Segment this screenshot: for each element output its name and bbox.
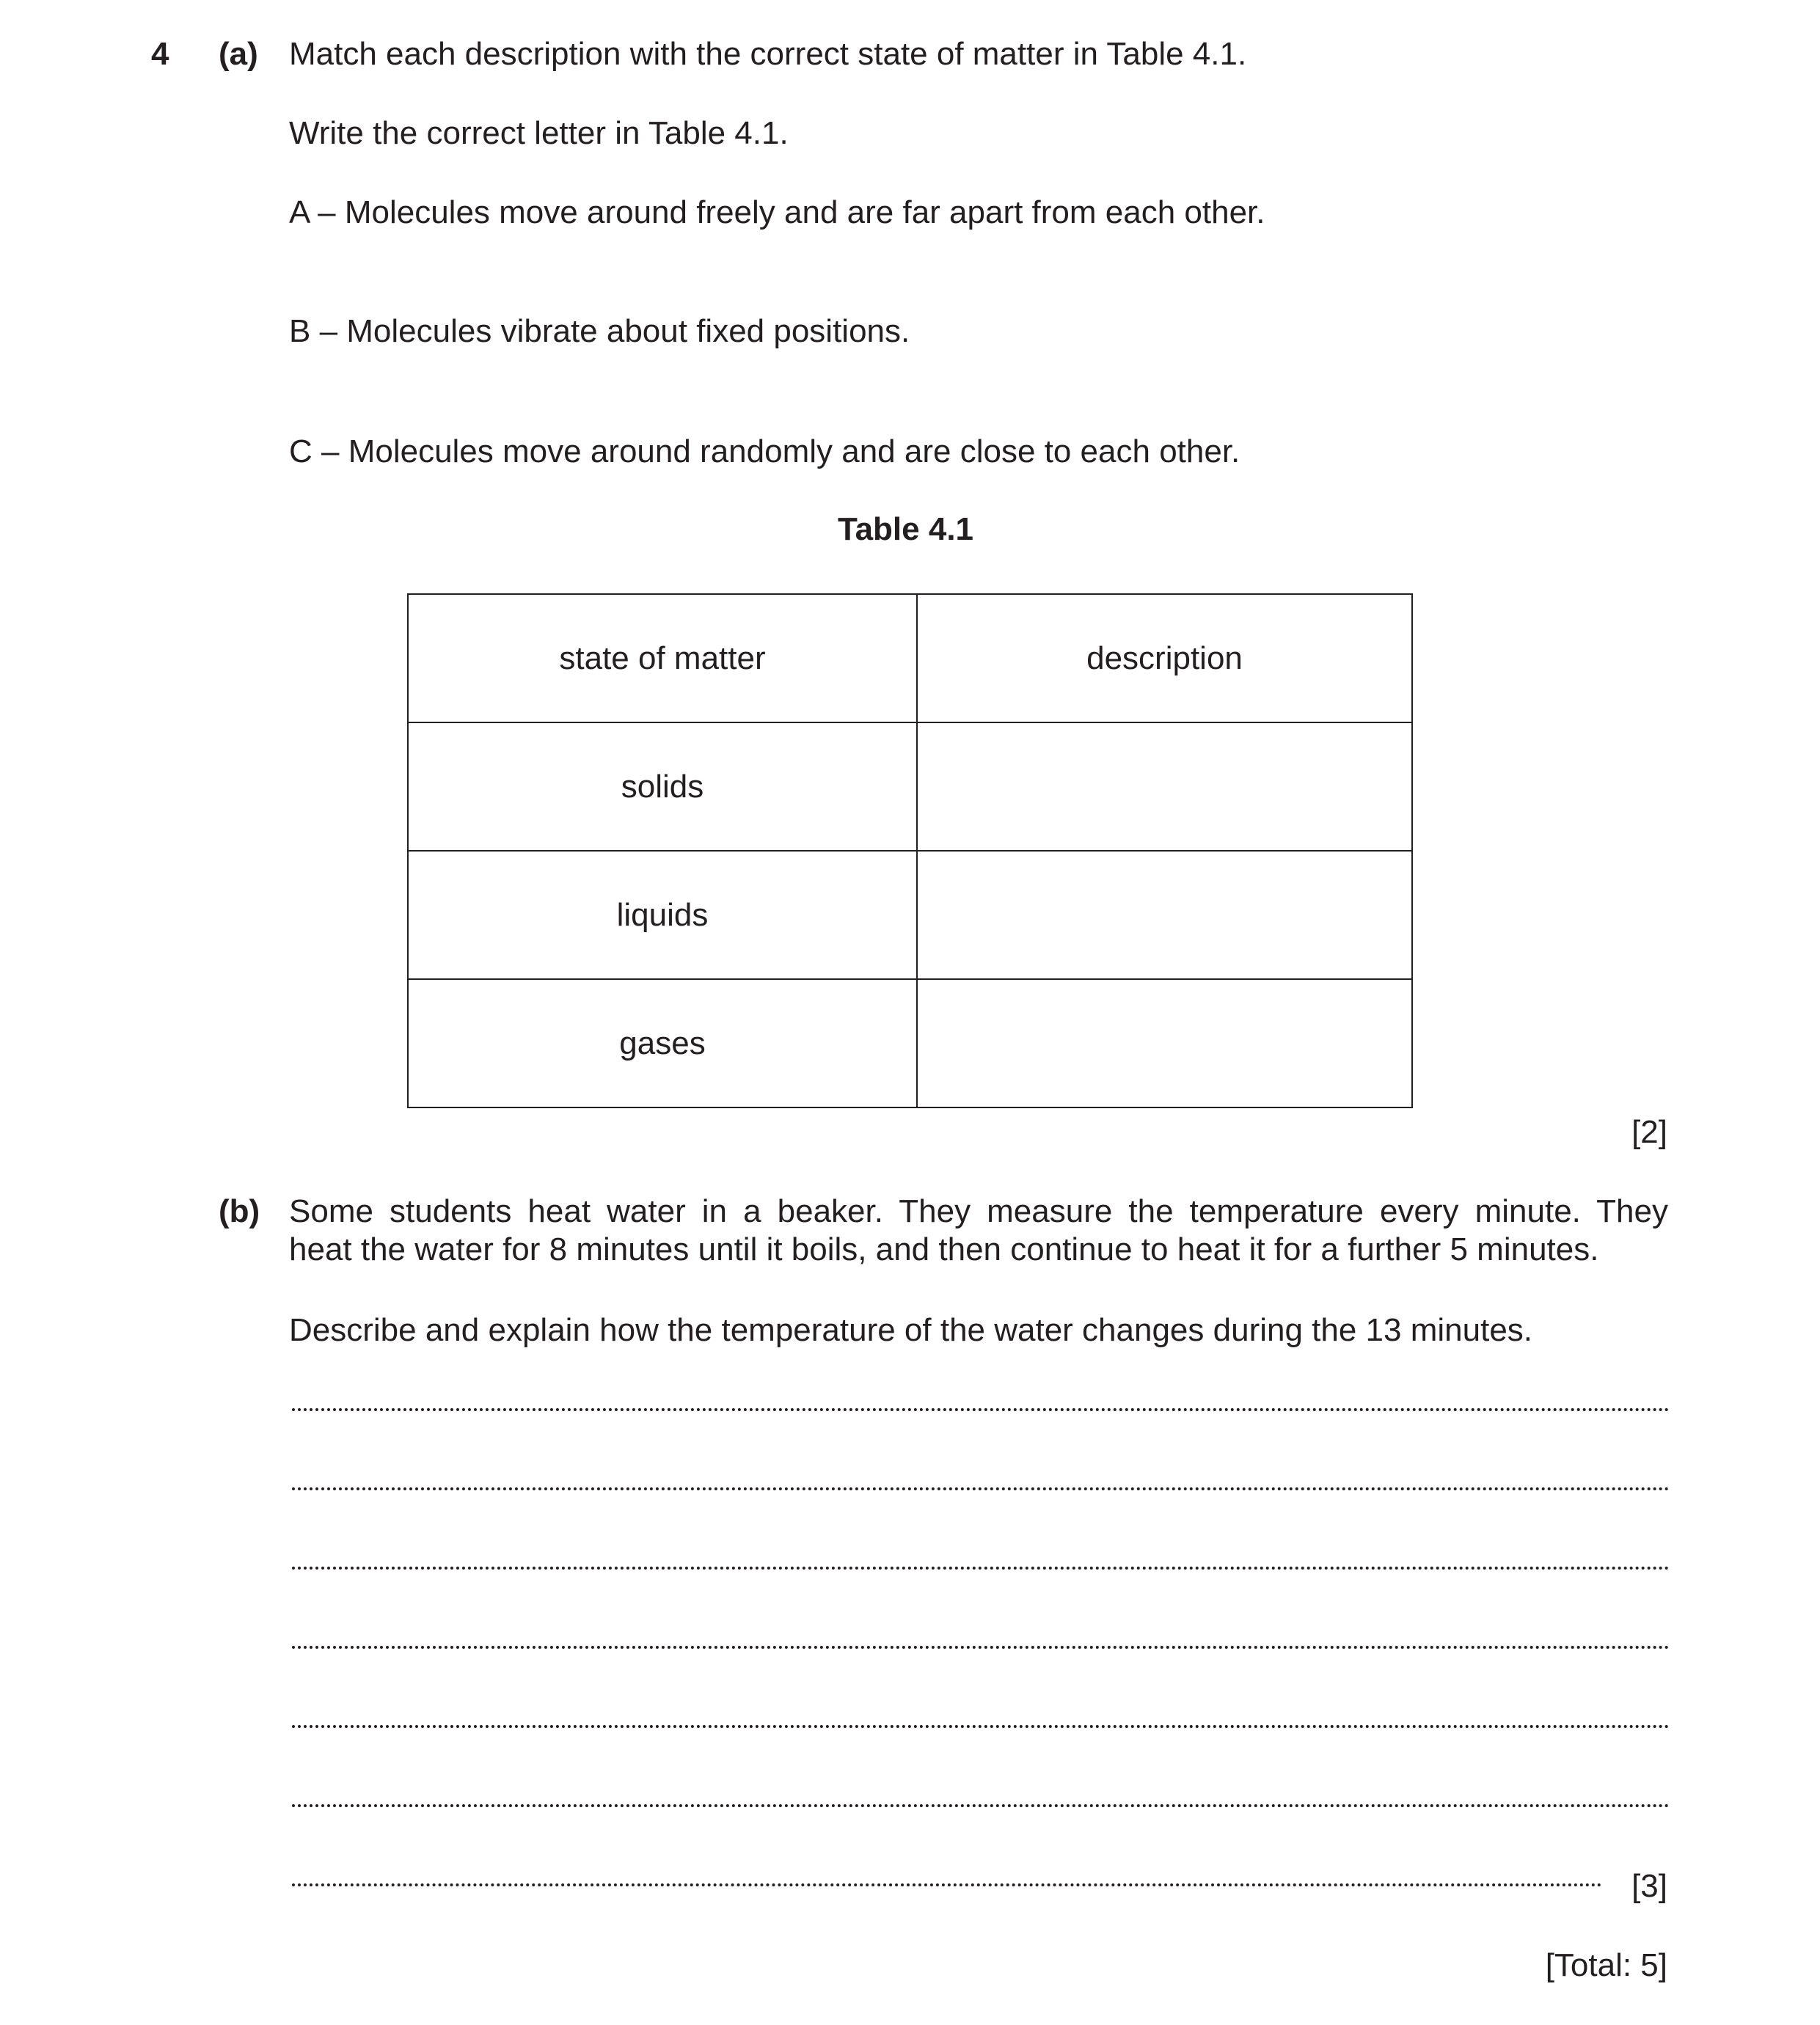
- description-b: B – Molecules vibrate about fixed positions.: [289, 313, 910, 349]
- table-caption-text: Table 4.1: [837, 511, 974, 547]
- answer-line[interactable]: [292, 1646, 1670, 1649]
- answer-line[interactable]: [292, 1883, 1602, 1886]
- state-cell-gases: gases: [408, 979, 917, 1107]
- description-c: C – Molecules move around randomly and are close to each other.: [289, 433, 1240, 469]
- answer-line[interactable]: [292, 1725, 1670, 1728]
- part-b-marks: [3]: [1631, 1868, 1667, 1904]
- state-of-matter-table: [407, 593, 1413, 1108]
- part-a-label: (a): [219, 36, 258, 72]
- part-b-text-line-1: Some students heat water in a beaker. They measure the temperature every minute. They: [289, 1193, 1668, 1229]
- part-b-text: [289, 1193, 1668, 1269]
- total-marks: [Total: 5]: [1545, 1947, 1667, 1983]
- state-cell-liquids: liquids: [408, 851, 917, 979]
- part-a-prompt: Match each description with the correct state of matter in Table 4.1.: [289, 36, 1247, 72]
- part-a-marks: [2]: [1631, 1114, 1667, 1150]
- part-b-label: (b): [219, 1193, 260, 1229]
- description-a: A – Molecules move around freely and are far apart from each other.: [289, 194, 1265, 230]
- question-number: 4: [151, 36, 169, 72]
- answer-cell-gases[interactable]: [917, 979, 1412, 1107]
- header-state-of-matter: state of matter: [408, 594, 917, 722]
- table-header-row: [408, 594, 1412, 722]
- answer-line[interactable]: [292, 1804, 1670, 1807]
- answer-line[interactable]: [292, 1408, 1670, 1411]
- table-row: [408, 979, 1412, 1107]
- part-b-prompt: Describe and explain how the temperature of the water changes during the 13 minutes.: [289, 1312, 1533, 1348]
- answer-cell-solids[interactable]: [917, 722, 1412, 851]
- part-b-text-line-2: heat the water for 8 minutes until it boils, and then continue to heat it for a further 5 minutes.: [289, 1231, 1599, 1267]
- answer-line[interactable]: [292, 1487, 1670, 1490]
- table-row: [408, 722, 1412, 851]
- part-a-instruction: Write the correct letter in Table 4.1.: [289, 115, 789, 151]
- answer-cell-liquids[interactable]: [917, 851, 1412, 979]
- header-description: description: [917, 594, 1412, 722]
- state-cell-solids: solids: [408, 722, 917, 851]
- table-caption: [0, 510, 1820, 549]
- table-row: [408, 851, 1412, 979]
- answer-line[interactable]: [292, 1567, 1670, 1570]
